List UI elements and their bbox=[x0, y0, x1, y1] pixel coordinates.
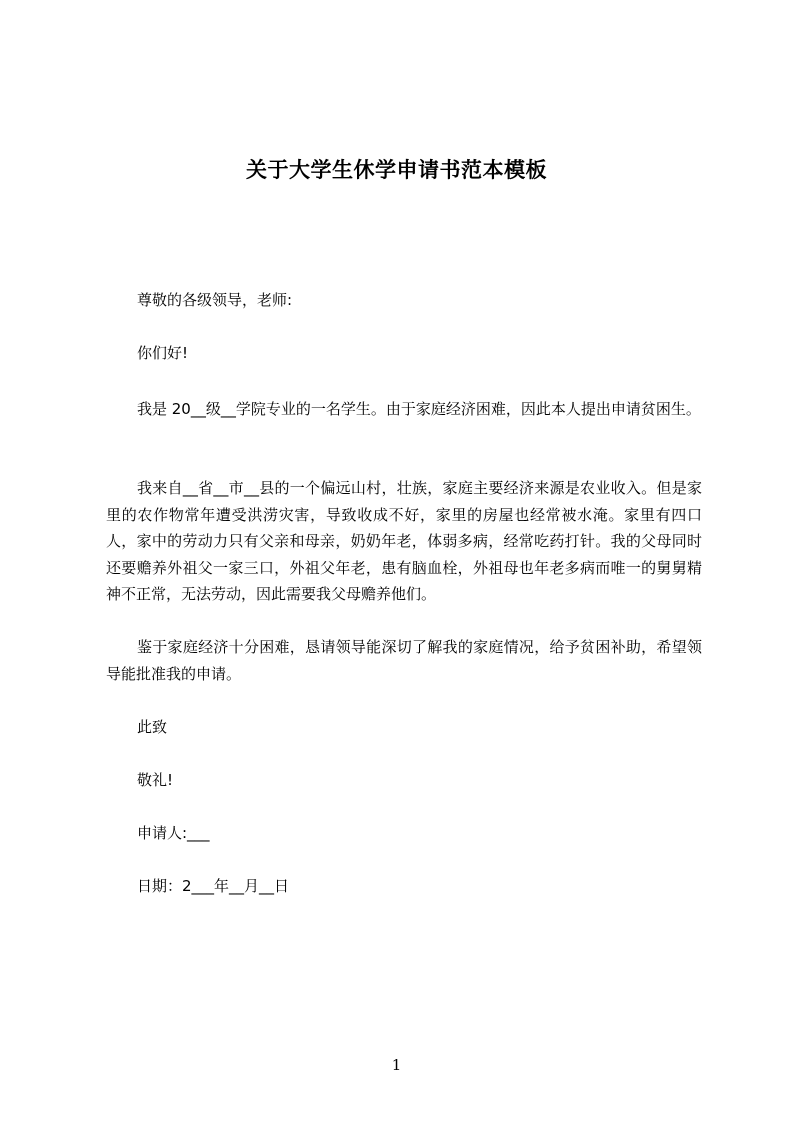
body-paragraph-1: 我是 20__级__学院专业的一名学生。由于家庭经济困难，因此本人提出申请贫困生。 bbox=[137, 400, 701, 418]
date-line: 日期：2___年__月__日 bbox=[137, 877, 290, 895]
salutation: 尊敬的各级领导，老师: bbox=[137, 291, 293, 309]
body-paragraph-2: 我来自__省__市__县的一个偏远山村，壮族，家庭主要经济来源是农业收入。但是家里的农作物常年遭受洪涝灾害，导致收成不好，家里的房屋也经常被水淹。家里有四口人，家中的劳动力只有父亲和母亲，奶奶年老，体弱多病，经常吃药打针。我的父母同时还要赡养外祖父一家三口，外祖父年老，患有脑血栓，外祖母也年老多病而唯一的舅舅精神不正常，无法劳动，因此需要我父母赡养他们。 bbox=[106, 479, 702, 603]
applicant-line: 申请人:___ bbox=[137, 824, 210, 842]
page-number: 1 bbox=[391, 1056, 402, 1074]
body-paragraph-3: 鉴于家庭经济十分困难，恳请领导能深切了解我的家庭情况，给予贫困补助，希望领导能批准我的申请。 bbox=[106, 638, 702, 683]
greeting: 你们好! bbox=[137, 344, 189, 362]
closing-line-1: 此致 bbox=[137, 718, 168, 736]
closing-line-2: 敬礼! bbox=[137, 771, 174, 789]
document-title: 关于大学生休学申请书范本模板 bbox=[246, 158, 547, 183]
